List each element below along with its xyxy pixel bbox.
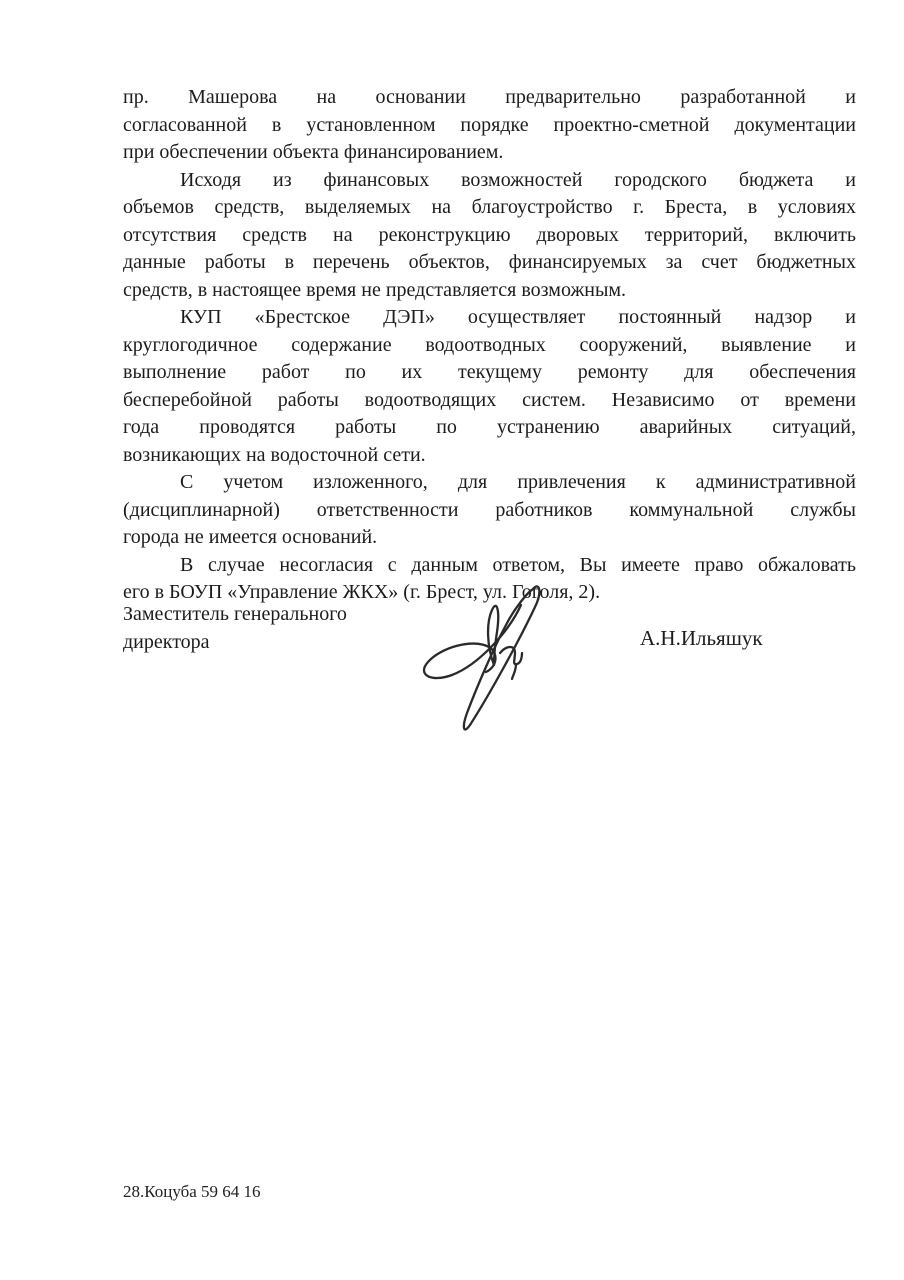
paragraph-line: (дисциплинарной) ответственности работников коммунальной службы	[123, 498, 856, 521]
paragraph-line: возникающих на водосточной сети.	[123, 443, 426, 466]
signatory-name: А.Н.Ильяшук	[640, 626, 763, 650]
executor-note: 28.Коцуба 59 64 16	[123, 1182, 261, 1201]
paragraph-line: данные работы в перечень объектов, финансируемых за счет бюджетных	[123, 251, 856, 273]
paragraph-line: отсутствия средств на реконструкцию дворовых территорий, включить	[123, 223, 856, 246]
paragraph-line: при обеспечении объекта финансированием.	[123, 141, 504, 163]
signature-block	[123, 601, 856, 791]
paragraph-line: С учетом изложенного, для привлечения к административной	[180, 471, 856, 493]
paragraph-line: объемов средств, выделяемых на благоустройство г. Бреста, в условиях	[123, 196, 856, 218]
paragraph-line: круглогодичное содержание водоотводных сооружений, выявление и	[123, 333, 856, 356]
paragraph-line: города не имеется оснований.	[123, 526, 378, 548]
signatory-role	[123, 601, 423, 656]
paragraph-line: бесперебойной работы водоотводящих систем. Независимо от времени	[123, 388, 856, 411]
paragraph-line: Исходя из финансовых возможностей городского бюджета и	[180, 168, 856, 191]
paragraph-line: его в БОУП «Управление ЖКХ» (г. Брест, ул. Гоголя, 2).	[123, 581, 601, 603]
signatory-role-line-1: Заместитель генерального	[123, 603, 347, 625]
signatory-role-line-2: директора	[123, 630, 210, 653]
paragraph-line: В случае несогласия с данным ответом, Вы имеете право обжаловать	[180, 553, 856, 576]
letter-body	[123, 84, 856, 607]
paragraph-line: выполнение работ по их текущему ремонту для обеспечения	[123, 361, 856, 383]
paragraph-line: года проводятся работы по устранению аварийных ситуаций,	[123, 416, 856, 438]
handwritten-signature-icon	[400, 575, 580, 765]
paragraph-line: согласованной в установленном порядке проектно-сметной документации	[123, 113, 856, 136]
paragraph-line: средств, в настоящее время не представляется возможным.	[123, 278, 627, 301]
paragraph-line: КУП «Брестское ДЭП» осуществляет постоянный надзор и	[180, 306, 856, 328]
paragraph-line: пр. Машерова на основании предварительно разработанной и	[123, 86, 856, 108]
